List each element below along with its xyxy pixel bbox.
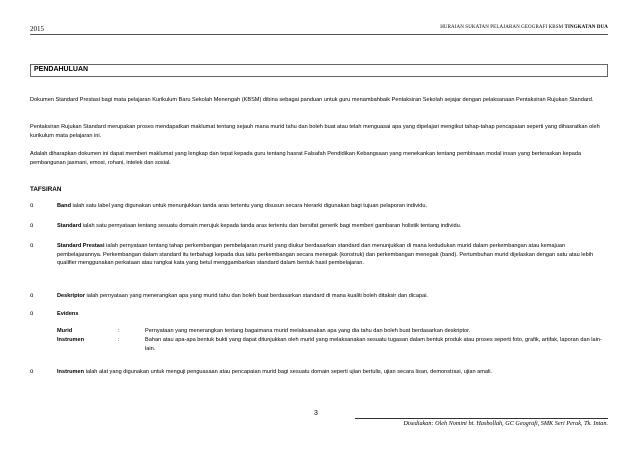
evidens-desc-murid: Pernyataan yang menerangkan tentang bagaimana murid melaksanakan apa yang dia tahu dan boleh buat berdasarkan deskriptor. bbox=[145, 328, 471, 334]
header-title-bold: TINGKATAN DUA bbox=[564, 25, 608, 30]
bullet-icon: o bbox=[30, 223, 34, 229]
bullet-icon: o bbox=[30, 203, 34, 209]
intro-paragraph-1: Dokumen Standard Prestasi bagi mata pelajaran Kurikulum Baru Sekolah Menengah (KBSM) dibina sebagai panduan untuk guru menambahbaik Pentaksiran Sekolah sejajar dengan pelaksanaan Pentaksiran Rujukan Standard. bbox=[30, 97, 594, 103]
header-year: 2015 bbox=[30, 25, 44, 33]
footer-divider bbox=[355, 418, 608, 419]
intro-paragraph-3: Adalah diharapkan dokumen ini dapat memberi maklumat yang lengkap dan tepat kepada guru tentang hasrat Falsafah Pendidikan Kebangsaan yang menekankan tentang pembinaan modal insan yang berteraskan kepada pembangunan jasmani, emosi, rohani, intelek dan sosial. bbox=[30, 151, 582, 166]
header-divider bbox=[30, 34, 608, 35]
definition-deskriptor: ialah pernyataan yang menerangkan apa yang murid tahu dan boleh buat berdasarkan standard di mana kualiti boleh ditaksir dan dicapai. bbox=[84, 293, 428, 299]
definition-band: ialah satu label yang digunakan untuk menunjukkan tanda aras tertentu yang disusun secara hierarki digunakan bagi tujuan pelaporan individu. bbox=[70, 203, 428, 209]
evidens-desc-instrumen: Bahan atau apa-apa bentuk bukti yang dapat ditunjukkan oleh murid yang melaksanakan sesuatu tugasan dalam bentuk produk atau proses seperti foto, grafik, artifak, laporan dan lain-lain. bbox=[145, 337, 602, 352]
bullet-icon: o bbox=[30, 293, 34, 299]
term-instrumen: Instrumen bbox=[57, 369, 85, 375]
term-band: Band bbox=[57, 203, 71, 209]
intro-paragraph-2: Pentaksiran Rujukan Standard merupakan proses mendapatkan maklumat tentang sejauh mana murid tahu dan boleh buat atau telah menguasai apa yang dipelajari mengikut tahap-tahap pencapaian seperti yang dihasratkan oleh kurikulum mata pelajaran ini. bbox=[30, 124, 600, 139]
evidens-colon: : bbox=[118, 337, 120, 343]
term-evidens: Evidens bbox=[57, 311, 79, 317]
evidens-term-instrumen: Instrumen bbox=[57, 337, 85, 343]
header-title-prefix: HURAIAN SUKATAN PELAJARAN GEOGRAFI KBSM bbox=[440, 25, 564, 30]
bullet-icon: o bbox=[30, 369, 34, 375]
header-title bbox=[440, 25, 608, 30]
term-standard: Standard bbox=[57, 223, 82, 229]
tafsiran-heading: TAFSIRAN bbox=[30, 186, 62, 193]
bullet-icon: o bbox=[30, 243, 34, 249]
section-title-box bbox=[30, 64, 608, 77]
page-number: 3 bbox=[314, 410, 318, 417]
term-standard-prestasi: Standard Prestasi bbox=[57, 243, 105, 249]
term-deskriptor: Deskriptor bbox=[57, 293, 85, 299]
definition-standard: ialah satu pernyataan tentang sesuatu domain merujuk kepada tanda aras tertentu dan bersifat generik bagi memberi gambaran holistik tentang individu. bbox=[81, 223, 462, 229]
bullet-icon: o bbox=[30, 311, 34, 317]
evidens-term-murid: Murid bbox=[57, 328, 73, 334]
definition-standard-prestasi: ialah pernyataan tentang tahap perkembangan pembelajaran murid yang diukur berdasarkan standard dan menunjukkan di mana kedudukan murid dalam perkembangan atau kemajuan pembelajarannya. Perkembangan dalam standard itu terbahagi kepada dua iaitu perkembangan secara menegak (konstruk) dan perkembangan menegak (band). Pertumbuhan murid dijelaskan dengan satu atau lebih qualifier menggunakan perkataan atau rangkai kata yang betul menggambarkan standard dalam bentuk hasil pembelajaran. bbox=[57, 243, 594, 266]
footer-credit: Disediakan: Oleh Nomini bt. Hasbollah, GC Geografi, SMK Seri Perak, Tk. Intan. bbox=[403, 420, 608, 427]
definition-instrumen: ialah alat yang digunakan untuk menguji penguasaan atau pencapaian murid bagi sesuatu domain seperti ujian bertulis, ujian secara lisan, demonstrasi, ujian amali. bbox=[84, 369, 493, 375]
section-title: PENDAHULUAN bbox=[34, 66, 89, 73]
evidens-colon: : bbox=[118, 328, 120, 334]
